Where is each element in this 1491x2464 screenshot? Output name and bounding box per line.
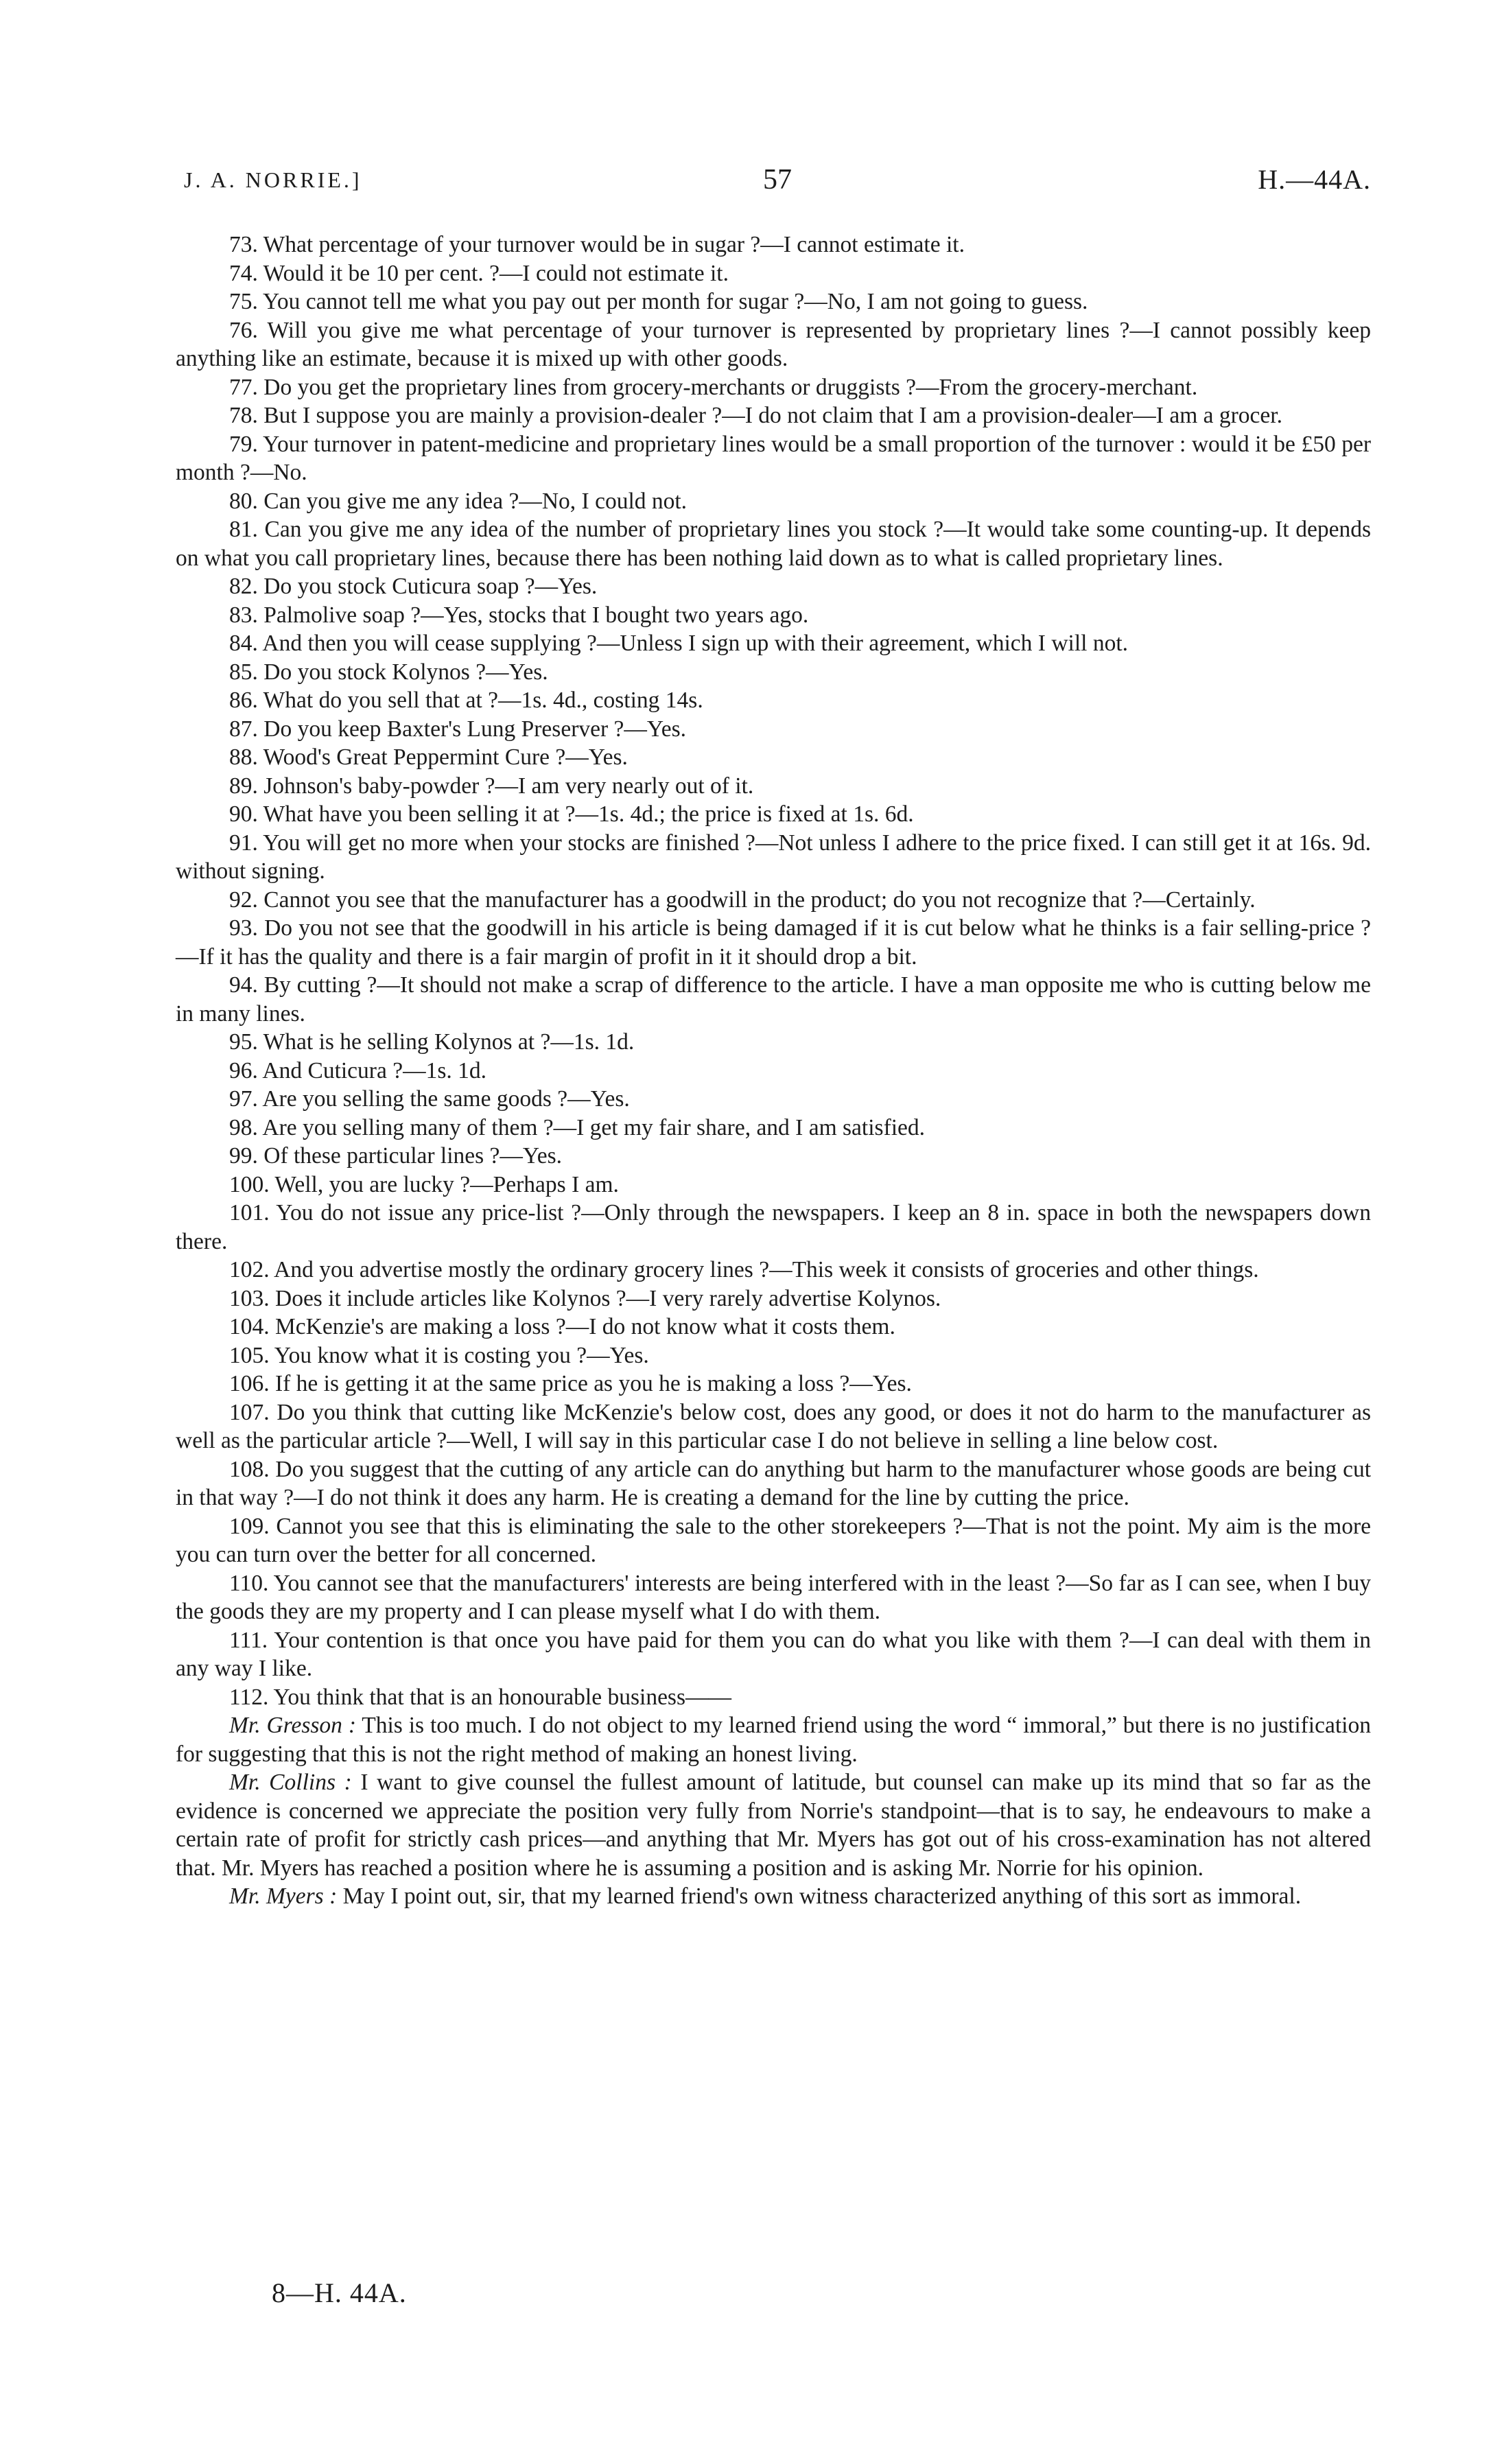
question-111: 111. Your contention is that once you have paid for them you can do what you like with them ?—I can deal with them in any way I like.: [176, 1627, 1371, 1681]
question-104: 104. McKenzie's are making a loss ?—I do not know what it costs them.: [229, 1314, 895, 1339]
question-97: 97. Are you selling the same goods ?—Yes.: [229, 1086, 630, 1112]
question-89: 89. Johnson's baby-powder ?—I am very nearly out of it.: [229, 773, 754, 799]
question-86: 86. What do you sell that at ?—1s. 4d., costing 14s.: [229, 688, 703, 713]
question-93: 93. Do you not see that the goodwill in his article is being damaged if it is cut below what he thinks is a fair selling-price ?—If it has the quality and there is a fair margin of profit in it it should drop a bit.: [176, 915, 1371, 970]
question-105: 105. You know what it is costing you ?—Yes.: [229, 1342, 649, 1368]
question-78: 78. But I suppose you are mainly a provision-dealer ?—I do not claim that I am a provision-dealer—I am a grocer.: [229, 403, 1282, 428]
speaker-name: Mr. Gresson :: [229, 1713, 356, 1738]
question-74: 74. Would it be 10 per cent. ?—I could not estimate it.: [229, 260, 729, 286]
question-87: 87. Do you keep Baxter's Lung Preserver ?—Yes.: [229, 716, 686, 742]
question-107: 107. Do you think that cutting like McKenzie's below cost, does any good, or does it not do harm to the manufacturer as well as the particular article ?—Well, I will say in this particular case I do not believe in selling a line below cost.: [176, 1399, 1371, 1453]
question-100: 100. Well, you are lucky ?—Perhaps I am.: [229, 1171, 619, 1197]
question-112: 112. You think that that is an honourable business——: [229, 1684, 732, 1710]
page-number: 57: [763, 164, 792, 196]
statement-text: This is too much. I do not object to my learned friend using the word “ immoral,” but there is no justification for suggesting that this is not the right method of making an honest living.: [176, 1713, 1371, 1767]
statement-text: I want to give counsel the fullest amount of latitude, but counsel can make up its mind that so far as the evidence is concerned we appreciate the position very fully from Norrie's standpoint—that is to say, he endeavours to make a certain rate of profit for strictly cash prices—and anything that Mr. Myers has got out of his cross-examination has not altered that. Mr. Myers has reached a position where he is assuming a position and is asking Mr. Norrie for his opinion.: [176, 1770, 1371, 1881]
question-92: 92. Cannot you see that the manufacturer has a goodwill in the product; do you not recognize that ?—Certainly.: [229, 887, 1256, 913]
question-101: 101. You do not issue any price-list ?—Only through the newspapers. I keep an 8 in. space in both the newspapers down there.: [176, 1200, 1371, 1254]
question-85: 85. Do you stock Kolynos ?—Yes.: [229, 659, 548, 685]
question-99: 99. Of these particular lines ?—Yes.: [229, 1143, 563, 1169]
question-73: 73. What percentage of your turnover would be in sugar ?—I cannot estimate it.: [229, 232, 965, 257]
question-81: 81. Can you give me any idea of the number of proprietary lines you stock ?—It would take some counting-up. It depends on what you call proprietary lines, because there has been nothing laid down as to what is called proprietary lines.: [176, 517, 1371, 571]
statement-text: May I point out, sir, that my learned friend's own witness characterized anything of this sort as immoral.: [342, 1884, 1302, 1909]
question-106: 106. If he is getting it at the same price as you he is making a loss ?—Yes.: [229, 1371, 912, 1396]
question-77: 77. Do you get the proprietary lines from grocery-merchants or druggists ?—From the grocery-merchant.: [229, 374, 1198, 400]
question-76: 76. Will you give me what percentage of your turnover is represented by proprietary lines ?—I cannot possibly keep anything like an estimate, because it is mixed up with other goods.: [176, 317, 1371, 371]
witness-name: J. A. NORRIE.]: [184, 167, 362, 192]
statement-collins: [176, 1768, 1371, 1882]
question-88: 88. Wood's Great Peppermint Cure ?—Yes.: [229, 744, 628, 770]
page-header: [184, 163, 1371, 204]
question-103: 103. Does it include articles like Kolynos ?—I very rarely advertise Kolynos.: [229, 1285, 941, 1311]
question-90: 90. What have you been selling it at ?—1s. 4d.; the price is fixed at 1s. 6d.: [229, 801, 914, 827]
question-96: 96. And Cuticura ?—1s. 1d.: [229, 1057, 486, 1083]
question-109: 109. Cannot you see that this is eliminating the sale to the other storekeepers ?—That is not the point. My aim is the more you can turn over the better for all concerned.: [176, 1513, 1371, 1567]
question-80: 80. Can you give me any idea ?—No, I could not.: [229, 488, 688, 514]
question-79: 79. Your turnover in patent-medicine and proprietary lines would be a small proportion of the turnover : would it be £50 per month ?—No.: [176, 431, 1371, 485]
document-reference: H.—44A.: [1258, 164, 1371, 195]
question-84: 84. And then you will cease supplying ?—Unless I sign up with their agreement, which I will not.: [229, 631, 1129, 656]
question-98: 98. Are you selling many of them ?—I get my fair share, and I am satisfied.: [229, 1114, 926, 1140]
statement-gresson: [176, 1711, 1371, 1768]
speaker-name: Mr. Collins :: [229, 1770, 352, 1795]
question-95: 95. What is he selling Kolynos at ?—1s. 1d.: [229, 1029, 635, 1055]
question-108: 108. Do you suggest that the cutting of any article can do anything but harm to the manufacturer whose goods are being cut in that way ?—I do not think it does any harm. He is creating a demand for the line by cutting the price.: [176, 1456, 1371, 1510]
signature-mark: 8—H. 44A.: [272, 2277, 407, 2308]
speaker-name: Mr. Myers :: [229, 1884, 338, 1909]
statement-myers: [176, 1882, 1371, 1911]
question-91: 91. You will get no more when your stocks are finished ?—Not unless I adhere to the price fixed. I can still get it at 16s. 9d. without signing.: [176, 830, 1371, 884]
question-102: 102. And you advertise mostly the ordinary grocery lines ?—This week it consists of groceries and other things.: [229, 1257, 1259, 1282]
question-94: 94. By cutting ?—It should not make a scrap of difference to the article. I have a man opposite me who is cutting below me in many lines.: [176, 972, 1371, 1026]
question-83: 83. Palmolive soap ?—Yes, stocks that I bought two years ago.: [229, 602, 809, 628]
question-82: 82. Do you stock Cuticura soap ?—Yes.: [229, 574, 598, 599]
question-110: 110. You cannot see that the manufacturers' interests are being interfered with in the least ?—So far as I can see, when I buy the goods they are my property and I can please myself what I do with them.: [176, 1570, 1371, 1624]
page-body: [176, 231, 1371, 1911]
question-75: 75. You cannot tell me what you pay out per month for sugar ?—No, I am not going to guess.: [229, 289, 1088, 314]
